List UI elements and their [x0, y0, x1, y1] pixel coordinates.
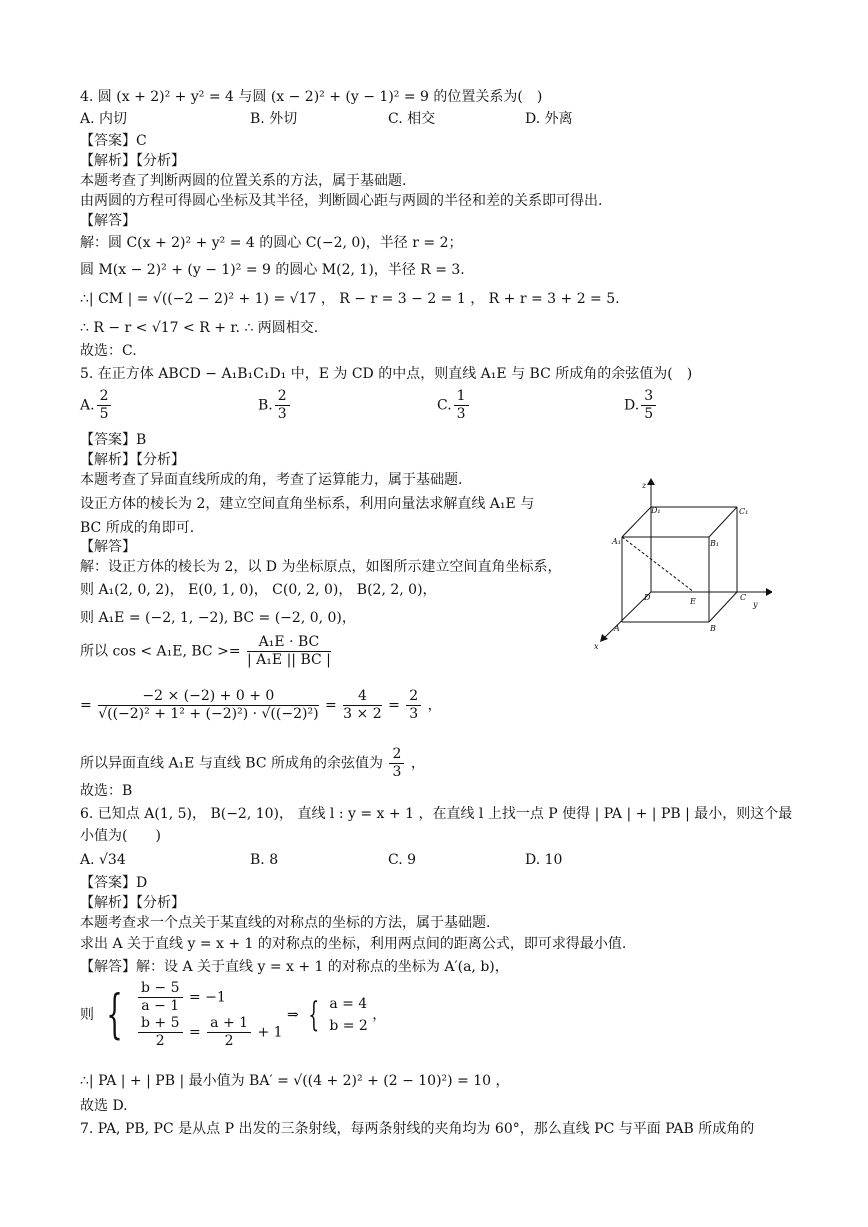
option-label: B. — [258, 397, 273, 414]
q7-stem: 7. PA, PB, PC 是从点 P 出发的三条射线，每两条射线的夹角均为 60°，那么直线 PC 与平面 PAB 所成角的 — [80, 1121, 755, 1137]
q5-answer: 【答案】B — [80, 432, 147, 448]
eq2-right-denominator: 2 — [224, 1033, 234, 1049]
q6-option-c: C. 9 — [388, 852, 417, 868]
eq2-right-numerator: a + 1 — [207, 1015, 251, 1033]
calc-mid-denominator: 3 × 2 — [343, 706, 382, 722]
calc-mid-numerator: 4 — [343, 688, 381, 706]
q5-option-d — [624, 388, 658, 423]
q4-option-a: A. 内切 — [80, 111, 128, 127]
q4-option-b: B. 外切 — [250, 111, 298, 127]
q4-option-d: D. 外离 — [525, 111, 573, 127]
q6-answer: 【答案】D — [80, 875, 148, 891]
calc-result-denominator: 3 — [409, 706, 419, 722]
calc-denominator: √((−2)² + 1² + (−2)²) · √((−2)²) — [98, 706, 319, 722]
q5-option-b — [258, 388, 292, 423]
segment-a1e — [622, 537, 694, 592]
q6-stem: 6. 已知点 A(1, 5)， B(−2, 10)， 直线 l : y = x + 1 ，在直线 l 上找一点 P 使得 | PA | + | PB | 最小，则这个最 — [80, 806, 793, 822]
q5-analysis-line: 设正方体的棱长为 2，建立空间直角坐标系，利用向量法求解直线 A₁E 与 — [80, 496, 535, 512]
q5-solution-line: 解：设正方体的棱长为 2，以 D 为坐标原点，如图所示建立空间直角坐标系， — [80, 559, 562, 575]
z-arrow — [647, 478, 655, 485]
q4-stem: 4. 圆 (x + 2)² + y² = 4 与圆 (x − 2)² + (y − 1)² = 9 的位置关系为( ) — [80, 89, 543, 105]
conclusion-numerator: 2 — [389, 746, 404, 764]
q5-analysis-line: BC 所成的角即可. — [80, 520, 195, 536]
q5-option-c — [437, 388, 471, 423]
calc-numerator: −2 × (−2) + 0 + 0 — [98, 688, 318, 706]
cos-denominator: | A₁E || BC | — [247, 652, 331, 668]
label-a1: A₁ — [612, 537, 621, 546]
q5-solution-header: 【解答】 — [80, 539, 136, 555]
q5-option-a — [80, 388, 113, 423]
eq2-rhs: + 1 — [257, 1024, 283, 1041]
q6-solution-first: 【解答】解：设 A 关于直线 y = x + 1 的对称点的坐标为 A′(a, b)， — [80, 959, 509, 975]
cube-figure — [592, 476, 772, 656]
label-a: A — [614, 624, 620, 633]
q6-analysis-line: 求出 A 关于直线 y = x + 1 的对称点的坐标，利用两点间的距离公式，即可求得最小值. — [80, 936, 627, 952]
sys-prefix: 则 — [80, 1007, 94, 1023]
eq1-numerator: b − 5 — [138, 980, 183, 998]
result-suffix: ， — [372, 1007, 387, 1023]
option-numerator: 3 — [641, 388, 656, 406]
option-numerator: 2 — [97, 388, 112, 406]
sys-eq2 — [136, 1015, 283, 1050]
option-denominator: 3 — [277, 406, 287, 422]
q5-analysis-header: 【解析】【分析】 — [80, 452, 185, 468]
calc-result-numerator: 2 — [406, 688, 421, 706]
eq2-left-denominator: 2 — [155, 1033, 165, 1049]
y-arrow — [766, 588, 772, 596]
q4-analysis-line: 本题考查了判断两圆的位置关系的方法，属于基础题. — [80, 173, 407, 189]
q6-analysis-header: 【解析】【分析】 — [80, 895, 185, 911]
cos-numerator: A₁E · BC — [247, 634, 331, 652]
label-e: E — [690, 597, 696, 606]
eq1-rhs: = −1 — [188, 989, 226, 1006]
q6-final: ∴| PA | + | PB | 最小值为 BA′ = √((4 + 2)² + (2 − 10)²) = 10 ， — [80, 1073, 510, 1089]
q6-equation-system — [80, 980, 386, 1050]
q6-option-a: A. √34 — [80, 852, 126, 868]
q4-option-c: C. 相交 — [388, 111, 436, 127]
result-b: b = 2 — [329, 1018, 368, 1034]
option-numerator: 1 — [454, 388, 469, 406]
edge-c1b1 — [709, 507, 737, 537]
q5-calc: = $\frac{-2 \times (-2) + 0 + 0}{\text{√((−2)² + 1² + (−2)²) · √((−2)²)}}$ = $\frac{4}{3 \times 2}$ = $\frac{2}{3}$ ， — [80, 688, 442, 722]
label-c1: C₁ — [739, 507, 749, 516]
q4-analysis-line: 由两圆的方程可得圆心坐标及其半径，判断圆心距与两圆的半径和差的关系即可得出. — [80, 193, 603, 209]
q5-solution-line: 则 A₁(2, 0, 2)， E(0, 1, 0)， C(0, 2, 0)， B(2, 2, 0)， — [80, 582, 437, 598]
q4-solution-line: ∴ R − r < √17 < R + r. ∴ 两圆相交. — [80, 320, 319, 336]
label-b: B — [710, 624, 716, 633]
label-c: C — [740, 593, 747, 602]
q6-option-d: D. 10 — [525, 852, 563, 868]
q4-solution-line: 圆 M(x − 2)² + (y − 1)² = 9 的圆心 M(2, 1)，半径 R = 3. — [80, 262, 465, 278]
option-denominator: 5 — [99, 406, 109, 422]
q4-solution-line: 解：圆 C(x + 2)² + y² = 4 的圆心 C(−2, 0)，半径 r = 2； — [80, 235, 463, 251]
label-d1: D₁ — [651, 506, 661, 515]
q5-cos-formula — [80, 634, 333, 669]
right-brace: { — [308, 995, 320, 1035]
conclusion-text: 所以异面直线 A₁E 与直线 BC 所成角的余弦值为 — [80, 755, 384, 772]
cos-prefix: 所以 cos < A₁E, BC >= — [80, 643, 241, 660]
option-denominator: 3 — [456, 406, 466, 422]
option-numerator: 2 — [275, 388, 290, 406]
label-b1: B₁ — [710, 539, 720, 548]
option-label: A. — [80, 397, 95, 414]
q5-analysis-line: 本题考查了异面直线所成的角，考查了运算能力，属于基础题. — [80, 472, 463, 488]
q6-option-b: B. 8 — [250, 852, 279, 868]
edge-d1a1 — [622, 507, 651, 537]
q6-stem-cont: 小值为( ) — [80, 828, 161, 844]
q4-choose: 故选：C. — [80, 343, 137, 359]
sys-eq1 — [136, 980, 283, 1015]
eq1-denominator: a − 1 — [141, 998, 180, 1014]
q4-analysis-header: 【解析】【分析】 — [80, 153, 185, 169]
q6-choose: 故选 D. — [80, 1098, 128, 1114]
q4-solution-line: ∴| CM | = √((−2 − 2)² + 1) = √17 ， R − r = 3 − 2 = 1 ， R + r = 3 + 2 = 5. — [80, 291, 620, 307]
q6-analysis-line: 本题考查求一个点关于某直线的对称点的坐标的方法，属于基础题. — [80, 915, 491, 931]
q5-stem: 5. 在正方体 ABCD − A₁B₁C₁D₁ 中，E 为 CD 的中点，则直线 A₁E 与 BC 所成角的余弦值为( ) — [80, 366, 693, 382]
implies-symbol: ⇒ — [287, 1007, 299, 1023]
q5-solution-line: 则 A₁E = (−2, 1, −2), BC = (−2, 0, 0)， — [80, 610, 356, 626]
left-brace: { — [106, 985, 124, 1045]
result-a: a = 4 — [329, 996, 368, 1012]
label-y: y — [753, 600, 758, 609]
q4-solution-header: 【解答】 — [80, 213, 136, 229]
edge-cb — [709, 592, 737, 622]
option-label: C. — [437, 397, 452, 414]
label-z: z — [642, 481, 647, 490]
eq2-left-numerator: b + 5 — [138, 1015, 183, 1033]
q5-conclusion: 所以异面直线 A₁E 与直线 BC 所成角的余弦值为 $\frac{2}{3}$ ， — [80, 746, 425, 780]
label-d: D — [644, 593, 651, 602]
option-denominator: 5 — [644, 406, 654, 422]
label-x: x — [594, 642, 599, 651]
eq2-equals: = — [188, 1024, 201, 1041]
conclusion-denominator: 3 — [392, 764, 402, 780]
q5-choose: 故选：B — [80, 783, 133, 799]
option-label: D. — [624, 397, 640, 414]
q4-answer: 【答案】C — [80, 133, 147, 149]
